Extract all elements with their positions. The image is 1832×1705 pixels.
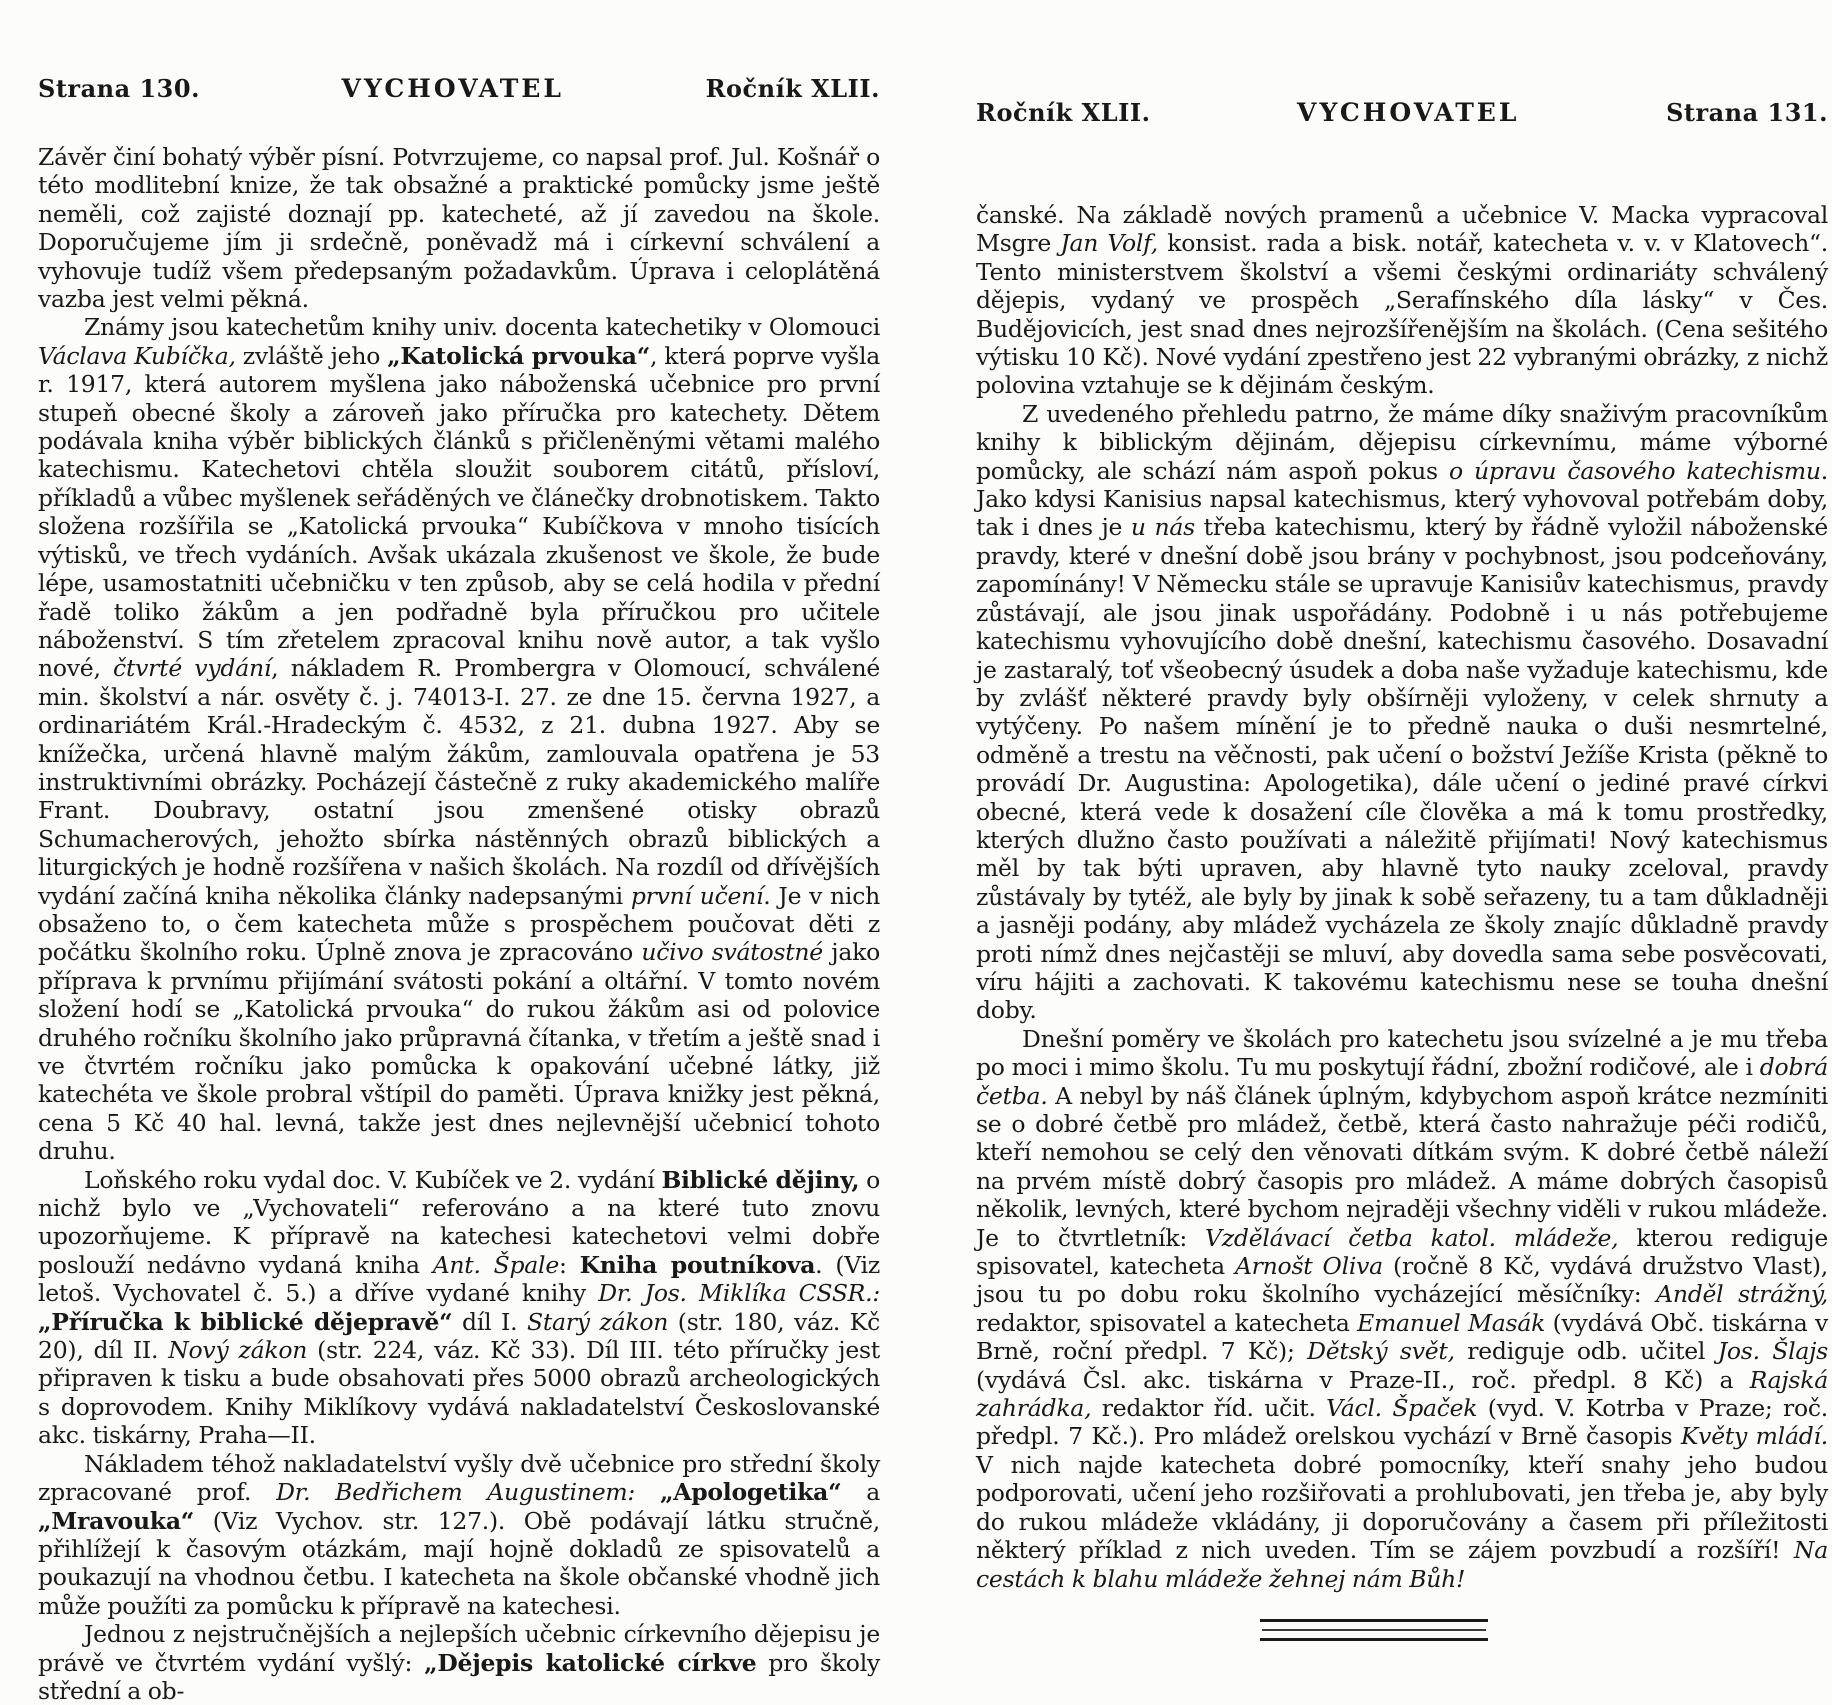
text-segment: čanské. Na základě nových pramenů a učebnice V. Macka vypracoval Msgre bbox=[976, 201, 1828, 258]
paragraph bbox=[38, 313, 880, 1165]
text-segment: Loňského roku vydal doc. V. Kubíček ve 2. vydání bbox=[84, 1165, 662, 1194]
text-segment: Rajská zahrádka, bbox=[976, 1365, 1828, 1423]
text-segment: učivo svátostné bbox=[641, 938, 823, 967]
text-segment: . (Viz letoš. Vychovatel č. 5.) a dříve vydané knihy bbox=[38, 1250, 880, 1308]
text-segment: Závěr činí bohatý výběr písní. Potvrzujeme, co napsal prof. Jul. Košnář o této modlitební knize, že tak obsažné a praktické pomůcky jsme ještě neměli, což zajisté doznají pp. katecheté, až jí zavedou na škole. Doporučujeme jím ji srdečně, poněvadž má i církevní schválení a vyhovuje tudíž všem předepsaným požadavkům. Úprava i celoplátěná vazba jest velmi pěkná. bbox=[38, 143, 880, 314]
text-segment: „Dějepis katolické církve bbox=[424, 1648, 757, 1677]
text-segment: Starý zákon bbox=[526, 1307, 669, 1336]
paragraph bbox=[976, 400, 1828, 1025]
text-segment: „Katolická prvouka“ bbox=[387, 341, 651, 370]
volume-label: Ročník XLII. bbox=[705, 74, 880, 103]
text-segment: Známy jsou katechetům knihy univ. docenta katechetiky v Olomouci bbox=[84, 313, 880, 342]
volume-label: Ročník XLII. bbox=[976, 98, 1151, 127]
paragraph bbox=[976, 1025, 1828, 1593]
text-segment: (str. 180, váz. Kč 20), díl II. bbox=[38, 1307, 881, 1365]
text-segment: Dětský svět, bbox=[1307, 1337, 1455, 1366]
text-segment: (ročně 8 Kč, vydává družstvo Vlast), jsou tu po dobu roku školního vycházející měsíčníky: bbox=[976, 1252, 1829, 1309]
text-segment: čtvrté vydání bbox=[113, 654, 272, 683]
page-131-header bbox=[976, 98, 1828, 127]
text-segment: Jan Volf, bbox=[1060, 229, 1158, 258]
text-segment: (str. 224, váz. Kč 33). Díl III. této příručky jest připraven k tisku a bude obsahovati přes 5000 obrazů archeologických s doprovodem. Knihy Miklíkovy vydává nakladatelství Českoslovanské akc. tiskárny, Praha—II. bbox=[38, 1336, 880, 1450]
divider-rule bbox=[1260, 1638, 1488, 1641]
divider-rule bbox=[1260, 1619, 1488, 1622]
page-131-body bbox=[976, 201, 1828, 1593]
end-of-article-divider bbox=[1260, 1619, 1488, 1641]
text-segment: Anděl strážný, bbox=[1656, 1280, 1828, 1309]
page-number-label: Strana 131. bbox=[1666, 98, 1828, 127]
text-segment: zvláště jeho bbox=[235, 341, 388, 370]
text-segment: Nákladem téhož nakladatelství vyšly dvě učebnice pro střední školy zpracované prof. bbox=[38, 1449, 880, 1507]
text-segment: Na cestách k blahu mládeže žehnej nám Bůh! bbox=[976, 1536, 1828, 1593]
paragraph bbox=[38, 143, 880, 313]
text-segment: , nákladem R. Prombergra v Olomoucí, schválené min. školství a nár. osvěty č. j. 74013-I. 27. ze dne 15. června 1927, a ordinariátém Král.-Hradeckým č. 4532, z 21. dubna 1927. Aby se knížečka, určená hlavně malým žákům, zamlouvala opatřena je 53 instruktivními obrázky. Pocházejí částečně z ruky akademického malíře Frant. Doubravy, ostatní jsou zmenšené otisky obrazů Schumacherových, jehožto sbírka nástěnných obrazů biblických a liturgických je hodně rozšířena v našich školách. Na rozdíl od dřívějších vydání začíná kniha několika články nadepsanými bbox=[38, 654, 880, 910]
paragraph bbox=[38, 1166, 880, 1450]
text-segment: Jos. Šlajs bbox=[1717, 1337, 1828, 1366]
text-segment: „Příručka k biblické dějepravě“ bbox=[38, 1307, 453, 1336]
text-segment: Biblické dějiny, bbox=[661, 1165, 860, 1194]
text-segment: V nich najde katecheta dobré pomocníky, kteří snahy jeho budou podporovati, učení jeho rozšiřovati a prohlubovati, jen třeba je, aby byly do rukou mládeže vkládány, ji doporučovány a časem při příležitosti některý příklad z nich uveden. Tím se zájem povzbudí a rozšíří! bbox=[976, 1450, 1828, 1565]
page-number-label: Strana 130. bbox=[38, 74, 200, 103]
text-segment: redaktor, spisovatel a katecheta bbox=[976, 1308, 1358, 1337]
text-segment: Kniha poutníkova bbox=[579, 1250, 816, 1279]
text-segment: (vydává Čsl. akc. tiskárna v Praze-II., roč. předpl. 8 Kč) a bbox=[976, 1365, 1750, 1394]
page-131 bbox=[976, 98, 1828, 1641]
paragraph bbox=[38, 1450, 880, 1620]
text-segment: Květy mládí. bbox=[1680, 1422, 1828, 1451]
text-segment: Nový zákon bbox=[168, 1336, 308, 1365]
text-segment: třeba katechismu, který by řádně vyložil náboženské pravdy, které v dnešní době jsou brány v pochybnost, jsou podceňovány, zapomínány! V Německu stále se upravuje Kanisiův katechismus, pravdy zůstávají, ale jsou jinak uspořádány. Podobně i u nás potřebujeme katechismu vyhovujícího době dnešní, katechismu časového. Dosavadní je zastaralý, toť všeobecný úsudek a doba naše vyžaduje katechismu, kde by zvlášť některé pravdy byly obšírněji vyloženy, v celek shrnuty a vytýčeny. Po našem mínění je to předně nauka o duši nesmrtelné, odměně a trestu na věčnosti, pak učení o božství Ježíše Krista (pěkně to provádí Dr. Augustina: Apologetika), dále učení o jediné pravé církvi obecné, která vede k dosažení cíle člověka a má k tomu prostředky, kterých dlužno často používati a náležitě přijímati! Nový katechismus měl by tak býti upraven, aby hlavně tyto nauky zceloval, pravdy zůstávaly by tytéž, ale byly by jinak k sobě seřazeny, tu a tam důkladněji a jasněji podány, aby mládež vycházela ze školy znajíc důkladně pravdy proti nímž dnes nejčastěji se mluví, aby dovedla sama sebe posvěcovati, víru hájiti a zachovati. K takovému katechismu nese se touha dnešní doby. bbox=[976, 513, 1829, 1025]
text-segment: první učení bbox=[630, 881, 764, 910]
text-segment: jako příprava k prvnímu přijímání svátosti pokání a oltářní. V tomto novém složení hodí se „Katolická prvouka“ do rukou žákům asi od polovice druhého ročníku školního jako průpravná čítanka, v třetím a ještě snad i ve čtvrtém ročníku jako pomůcka k opakování učebné látky, již katechéta ve škole probral vštípil do paměti. Úprava knižky jest pěkná, cena 5 Kč 40 hal. levná, takže jest dnes nejlevnější učebnicí tohoto druhu. bbox=[38, 938, 880, 1166]
text-segment: dobrá četba. bbox=[976, 1053, 1828, 1110]
text-segment: redaktor říd. učit. bbox=[1091, 1394, 1327, 1423]
text-segment: (Viz Vychov. str. 127.). Obě podávají látku stručně, přihlížejí k časovým otázkám, mají hojně dokladů ze spisovatelů a poukazují na vhodnou četbu. I katecheta na škole občanské vhodně jich může použíti za pomůcku k přípravě na katechesi. bbox=[38, 1506, 880, 1620]
page-130-body bbox=[38, 143, 880, 1705]
text-segment: konsist. rada a bisk. notář, katecheta v. v. v Klatovech“. Tento ministerstvem školství a všemi českými ordinariáty schválený dějepis, vydaný ve prospěch „Serafínského díla lásky“ v Čes. Budějovicích, jest snad dnes nejrozšířenějším na školách. (Cena sešitého výtisku 10 Kč). Nové vydání zpestřeno jest 22 vybranými obrázky, z nichž polovina vztahuje se k dějinám českým. bbox=[976, 229, 1828, 400]
journal-title: VYCHOVATEL bbox=[1297, 98, 1520, 127]
text-segment: Dr. Bedřichem Augustinem: bbox=[276, 1478, 636, 1507]
text-segment: „Apologetika“ bbox=[659, 1478, 842, 1507]
text-segment: a bbox=[841, 1478, 880, 1507]
text-segment: Ant. Špale bbox=[432, 1250, 559, 1279]
text-segment: (vydává Obč. tiskárna v Brně, roční předpl. 7 Kč); bbox=[976, 1308, 1829, 1366]
text-segment: pro školy střední a ob- bbox=[38, 1648, 880, 1705]
text-segment: . Je v nich obsaženo to, o čem katecheta může s prospěchem poučovat děti z počátku školního roku. Úplně znova je zpracováno bbox=[38, 881, 880, 967]
text-segment: Vzdělávací četba katol. mládeže, bbox=[1205, 1223, 1619, 1252]
text-segment: „Mravouka“ bbox=[38, 1506, 195, 1535]
page-130 bbox=[38, 74, 880, 1705]
text-segment: o nichž bylo ve „Vychovateli“ referováno a na které tuto znovu upozorňujeme. K přípravě na katechesi katechetovi velmi dobře poslouží nedávno vydaná kniha bbox=[38, 1165, 880, 1279]
text-segment: Dr. Jos. Miklíka CSSR.: bbox=[598, 1279, 880, 1308]
journal-title: VYCHOVATEL bbox=[341, 74, 564, 103]
text-segment: Václava Kubíčka, bbox=[38, 341, 236, 370]
text-segment: kterou rediguje spisovatel, katecheta bbox=[976, 1223, 1828, 1281]
text-segment: Emanuel Masák bbox=[1357, 1308, 1546, 1337]
text-segment: A nebyl by náš článek úplným, kdybychom aspoň krátce nezmíniti se o dobré četbě pro mládež, četbě, která často nahražuje péči rodičů, kteří nemohou se celý den věnovati dítkám svým. K dobré četbě náleží na prvém místě dobrý časopis pro mládež. A máme dobrých časopisů několik, levných, které bychom nejraději všechny viděli v rukou mládeže. Je to čtvrtletník: bbox=[976, 1081, 1828, 1252]
text-segment: Z uvedeného přehledu patrno, že máme díky snaživým pracovníkům knihy k biblickým dějinám, dějepisu církevnímu, máme výborné pomůcky, ale schází nám aspoň pokus bbox=[976, 399, 1828, 485]
text-segment: díl I. bbox=[452, 1307, 527, 1336]
text-segment: Václ. Špaček bbox=[1326, 1394, 1478, 1423]
text-segment: u nás bbox=[1130, 513, 1195, 542]
text-segment: , která poprve vyšla r. 1917, která autorem myšlena jako náboženská učebnice pro první stupeň obecné školy a zároveň jako příručka pro katechety. Dětem podávala kniha výběr biblických článků s přičleněnými větami malého katechismu. Katechetovi chtěla sloužit souborem citátů, přísloví, příkladů a vůbec myšlenek seřáděných ve článečky drobnotiskem. Takto složena rozšířila se „Katolická prvouka“ Kubíčkova v mnoho tisících výtisků, ve třech vydáních. Avšak ukázala zkušenost ve škole, že bude lépe, usamostatniti učebničku v ten způsob, aby se celá hodila v přední řadě toliko žákům a jen podřadně byla příručkou pro učitele náboženství. S tím zřetelem zpracoval knihu nově autor, a tak vyšlo nové, bbox=[38, 341, 880, 683]
text-segment bbox=[635, 1478, 660, 1506]
text-segment: : bbox=[558, 1250, 580, 1279]
text-segment: Arnošt Oliva bbox=[1234, 1252, 1383, 1281]
text-segment: rediguje odb. učitel bbox=[1454, 1337, 1718, 1366]
page-130-header bbox=[38, 74, 880, 103]
paragraph bbox=[976, 201, 1828, 400]
text-segment: o úpravu časového katechismu bbox=[1448, 456, 1821, 485]
text-segment: Dnešní poměry ve školách pro katechetu jsou svízelné a je mu třeba po moci i mimo školu. Tu mu poskytují řádní, zbožní rodičové, ale i bbox=[976, 1024, 1828, 1082]
text-segment: Jednou z nejstručnějších a nejlepších učebnic církevního dějepisu je právě ve čtvrtém vydání vyšlý: bbox=[38, 1620, 880, 1677]
paragraph bbox=[38, 1620, 880, 1705]
text-segment: (vyd. V. Kotrba v Praze; roč. předpl. 7 Kč.). Pro mládež orelskou vychází v Brně časopis bbox=[976, 1394, 1829, 1451]
text-segment: . Jako kdysi Kanisius napsal katechismus, který vyhovoval potřebám doby, tak i dnes je bbox=[976, 456, 1828, 542]
divider-rule bbox=[1262, 1629, 1486, 1631]
